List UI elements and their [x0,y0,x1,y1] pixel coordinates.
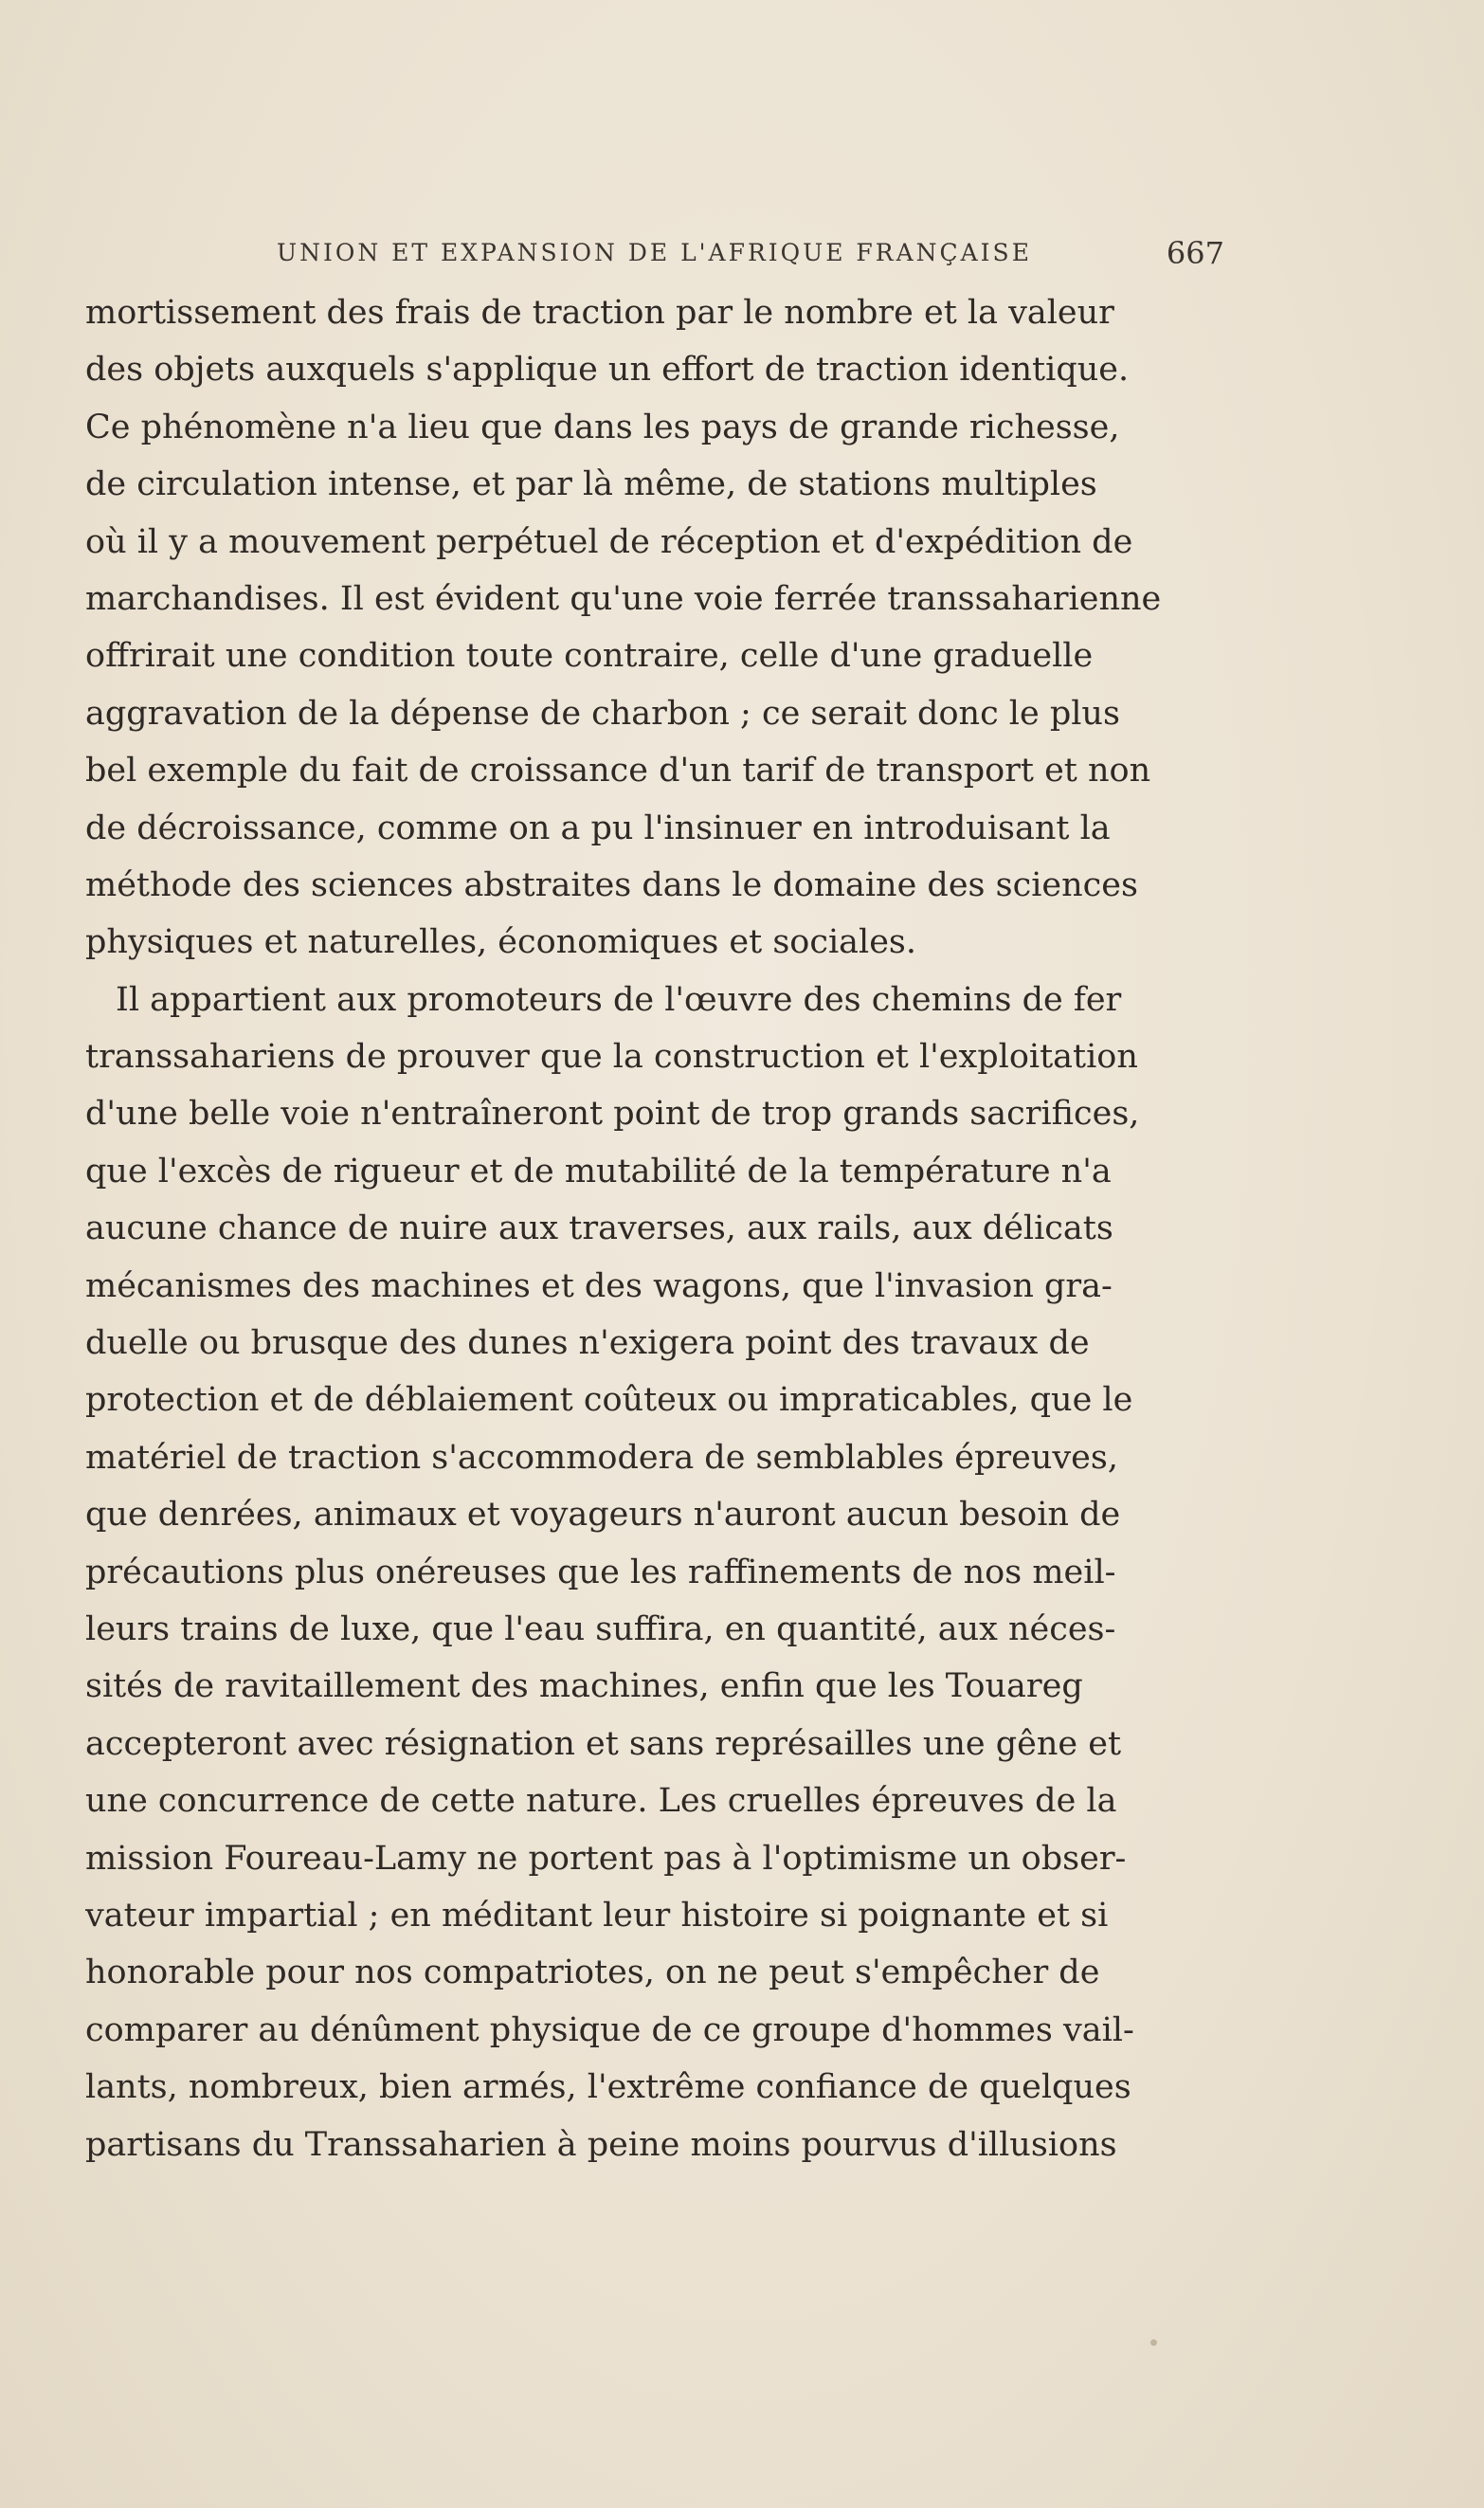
text-line: mortissement des frais de traction par le nombre et la valeur [85,294,1114,332]
text-line: bel exemple du fait de croissance d'un tarif de transport et non [85,752,1151,791]
text-line: que denrées, animaux et voyageurs n'auront aucun besoin de [85,1496,1121,1535]
text-line: comparer au dénûment physique de ce groupe d'hommes vail- [85,2010,1134,2049]
text-line: offrirait une condition toute contraire, celle d'une graduelle [85,637,1094,676]
text-line: précautions plus onéreuses que les raffinements de nos meil- [85,1553,1116,1591]
text-line: physiques et naturelles, économiques et sociales. [85,923,917,962]
text-line: des objets auxquels s'applique un effort de traction identique. [85,351,1130,390]
text-line: marchandises. Il est évident qu'une voie ferrée transsaharienne [85,579,1162,618]
text-line: Il appartient aux promoteurs de l'œuvre des chemins de fer [116,980,1122,1019]
text-line: matériel de traction s'accommodera de semblables épreuves, [85,1438,1118,1477]
body-text [85,284,1222,2173]
paper-blemish [1150,2339,1157,2346]
text-line: aggravation de la dépense de charbon ; ce serait donc le plus [85,694,1120,733]
text-line: transsahariens de prouver que la construction et l'exploitation [85,1038,1138,1077]
text-line: lants, nombreux, bien armés, l'extrême confiance de quelques [85,2068,1131,2107]
text-line: que l'excès de rigueur et de mutabilité de la température n'a [85,1152,1112,1190]
text-line: où il y a mouvement perpétuel de réception et d'expédition de [85,522,1133,561]
page-number: 667 [1166,235,1224,271]
text-line: protection et de déblaiement coûteux ou impraticables, que le [85,1381,1133,1420]
text-line: de circulation intense, et par là même, de stations multiples [85,465,1097,504]
text-line: accepteront avec résignation et sans représailles une gêne et [85,1724,1122,1763]
text-line: sités de ravitaillement des machines, enfin que les Touareg [85,1667,1083,1706]
text-line: de décroissance, comme on a pu l'insinuer en introduisant la [85,809,1111,847]
page-header [277,235,1224,273]
text-line: méthode des sciences abstraites dans le domaine des sciences [85,865,1138,904]
text-line: mécanismes des machines et des wagons, que l'invasion gra- [85,1266,1113,1305]
text-line: une concurrence de cette nature. Les cruelles épreuves de la [85,1782,1117,1821]
text-line: duelle ou brusque des dunes n'exigera point des travaux de [85,1324,1090,1363]
text-line: mission Foureau-Lamy ne portent pas à l'optimisme un obser- [85,1839,1127,1878]
text-line: honorable pour nos compatriotes, on ne peut s'empêcher de [85,1954,1100,1992]
text-line: aucune chance de nuire aux traverses, aux rails, aux délicats [85,1209,1113,1248]
text-line: Ce phénomène n'a lieu que dans les pays de grande richesse, [85,408,1120,446]
running-title: UNION ET EXPANSION DE L'AFRIQUE FRANÇAISE [277,239,1032,266]
text-line: vateur impartial ; en méditant leur histoire si poignante et si [85,1896,1109,1935]
text-line: partisans du Transsaharien à peine moins pourvus d'illusions [85,2125,1117,2164]
text-line: leurs trains de luxe, que l'eau suffira, en quantité, aux néces- [85,1609,1116,1648]
text-line: d'une belle voie n'entraîneront point de trop grands sacrifices, [85,1095,1140,1134]
